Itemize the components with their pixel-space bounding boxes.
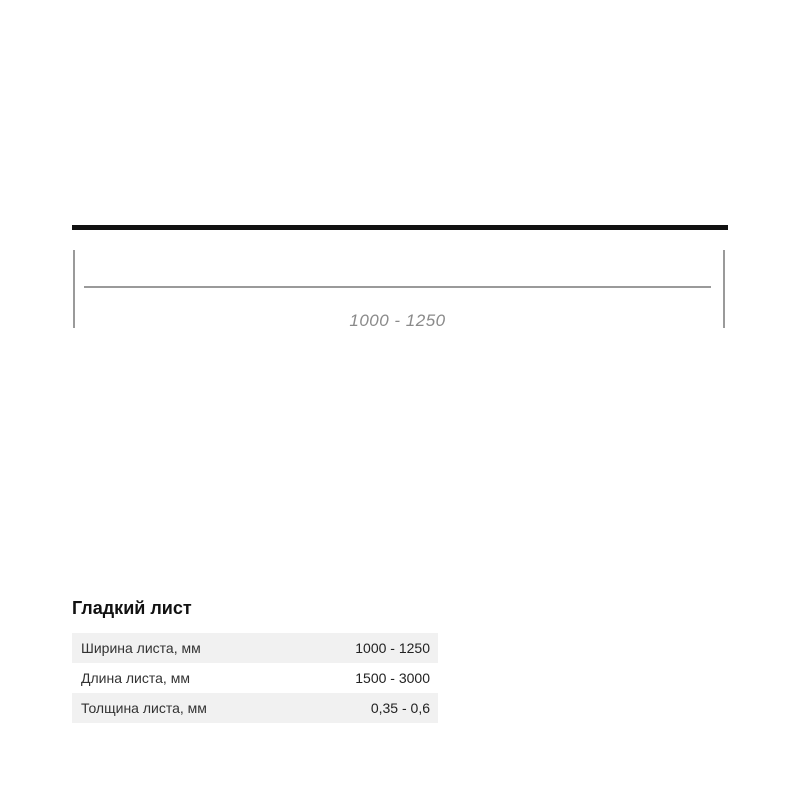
- spec-label: Ширина листа, мм: [81, 640, 201, 656]
- spec-label: Длина листа, мм: [81, 670, 190, 686]
- sheet-profile-line: [72, 225, 728, 230]
- specs-title: Гладкий лист: [72, 598, 192, 618]
- specs-section: [72, 597, 438, 723]
- spec-value: 1500 - 3000: [355, 670, 430, 686]
- spec-value: 0,35 - 0,6: [370, 700, 430, 716]
- table-row: [72, 663, 438, 693]
- dimension-label: 1000 - 1250: [349, 311, 446, 330]
- spec-value: 1000 - 1250: [355, 640, 430, 656]
- specs-table: [72, 633, 438, 723]
- spec-label: Толщина листа, мм: [81, 700, 207, 716]
- dimension-line: [84, 286, 711, 288]
- table-row: [72, 633, 438, 663]
- table-row: [72, 693, 438, 723]
- dimension-tick-right: [723, 250, 725, 328]
- dimension-tick-left: [73, 250, 75, 328]
